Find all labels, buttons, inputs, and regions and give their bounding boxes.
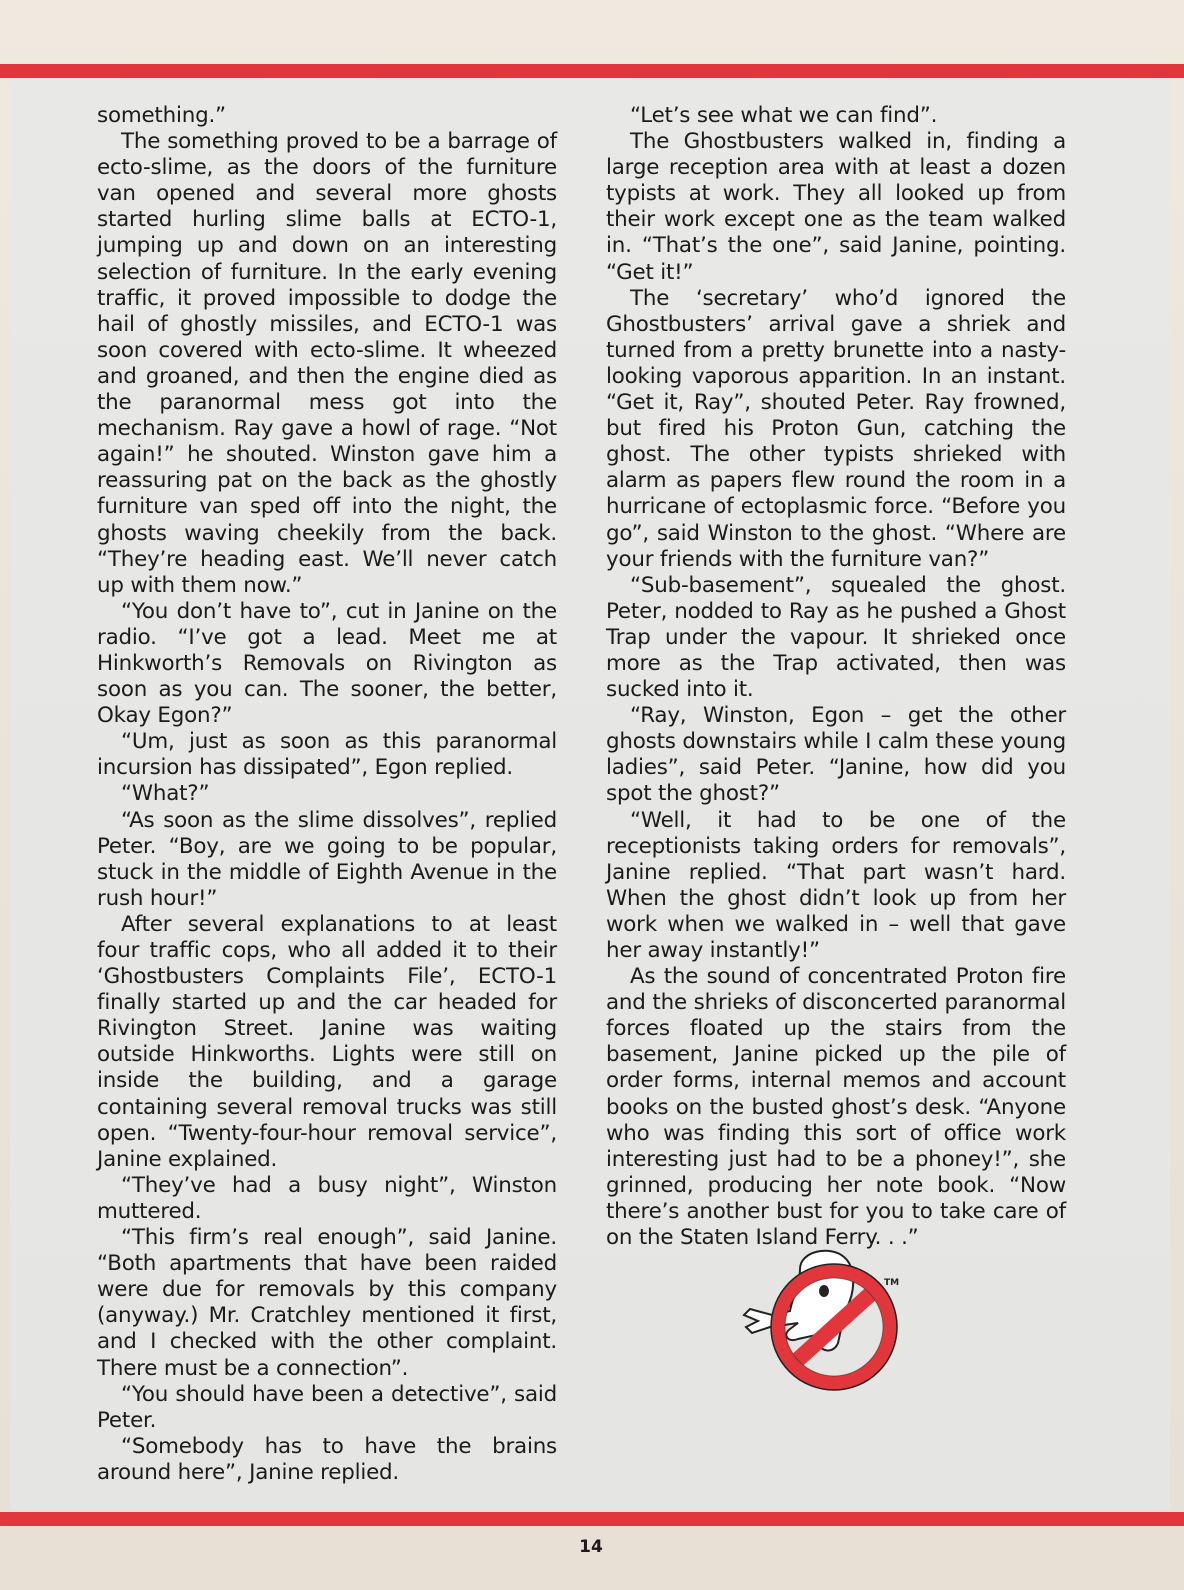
paragraph: something.”: [97, 103, 226, 128]
paragraph: “This firm’s real enough”, said Janine. “Both apartments that have been raided were due for removals by this company (anyway.) Mr. Cratchley mentioned it first, and I checked with the other complaint. There must be a connection”.: [97, 1225, 557, 1381]
paragraph: “Well, it had to be one of the receptionists taking orders for removals”, Janine replied. “That part wasn’t hard. When the ghost didn’t look up from her work when we walked in – well that gave her away instantly!”: [606, 807, 1066, 963]
paragraph: “They’ve had a busy night”, Winston muttered.: [97, 1172, 557, 1224]
page-number: 14: [579, 1537, 603, 1557]
right-text-column: [606, 103, 1066, 1251]
paragraph: “You don’t have to”, cut in Janine on the radio. “I’ve got a lead. Meet me at Hinkworth’s Removals on Rivington as soon as you can. The sooner, the better, Okay Egon?”: [97, 598, 557, 729]
paragraph: The Ghostbusters walked in, finding a large reception area with at least a dozen typists at work. They all looked up from their work except one as the team walked in. “That’s the one”, said Janine, pointing. “Get it!”: [606, 129, 1066, 285]
bottom-red-rule: [0, 1512, 1184, 1526]
paragraph: “Sub-basement”, squealed the ghost. Peter, nodded to Ray as he pushed a Ghost Trap under the vapour. It shrieked once more as the Trap activated, then was sucked into it.: [606, 572, 1066, 703]
paragraph: “What?”: [121, 781, 210, 807]
paragraph: “Ray, Winston, Egon – get the other ghosts downstairs while I calm these young ladies”, said Peter. “Janine, how did you spot the ghost?”: [606, 703, 1066, 807]
paragraph: “As soon as the slime dissolves”, replied Peter. “Boy, are we going to be popular, stuck in the middle of Eighth Avenue in the rush hour!”: [97, 807, 557, 911]
paragraph: As the sound of concentrated Proton fire and the shrieks of disconcerted paranormal forces floated up the stairs from the basement, Janine picked up the pile of order forms, internal memos and account books on the busted ghost’s desk. “Anyone who was finding this sort of office work interesting just had to be a phoney!”, she grinned, producing her note book. “Now there’s another bust for you to take care of on the Staten Island Ferry. . .”: [606, 964, 1066, 1251]
trademark-mark: TM: [884, 1278, 900, 1288]
paragraph: “Somebody has to have the brains around here”, Janine replied.: [97, 1433, 557, 1485]
top-red-rule: [0, 64, 1184, 78]
paragraph: “You should have been a detective”, said Peter.: [97, 1381, 557, 1433]
paragraph: “Um, just as soon as this paranormal incursion has dissipated”, Egon replied.: [97, 729, 557, 781]
ghostbusters-logo-icon: [738, 1243, 908, 1403]
left-text-column: [97, 103, 557, 1486]
paragraph: The something proved to be a barrage of ecto-slime, as the doors of the furniture van opened and several more ghosts started hurling slime balls at ECTO-1, jumping up and down on an interesting selection of furniture. In the early evening traffic, it proved impossible to dodge the hail of ghostly missiles, and ECTO-1 was soon covered with ecto-slime. It wheezed and groaned, and then the engine died as the paranormal mess got into the mechanism. Ray gave a howl of rage. “Not again!” he shouted. Winston gave him a reassuring pat on the back as the ghostly furniture van sped off into the night, the ghosts waving cheekily from the back. “They’re heading east. We’ll never catch up with them now.”: [97, 129, 557, 598]
paragraph: After several explanations to at least four traffic cops, who all added it to their ‘Ghostbusters Complaints File’, ECTO-1 finally started up and the car headed for Rivington Street. Janine was waiting outside Hinkworths. Lights were still on inside the building, and a garage containing several removal trucks was still open. “Twenty-four-hour removal service”, Janine explained.: [97, 911, 557, 1172]
paragraph: The ‘secretary’ who’d ignored the Ghostbusters’ arrival gave a shriek and turned from a pretty brunette into a nasty-looking vaporous apparition. In an instant. “Get it, Ray”, shouted Peter. Ray frowned, but fired his Proton Gun, catching the ghost. The other typists shrieked with alarm as papers flew round the room in a hurricane of ectoplasmic force. “Before you go”, said Winston to the ghost. “Where are your friends with the furniture van?”: [606, 285, 1066, 572]
paragraph: “Let’s see what we can find”.: [630, 103, 938, 128]
